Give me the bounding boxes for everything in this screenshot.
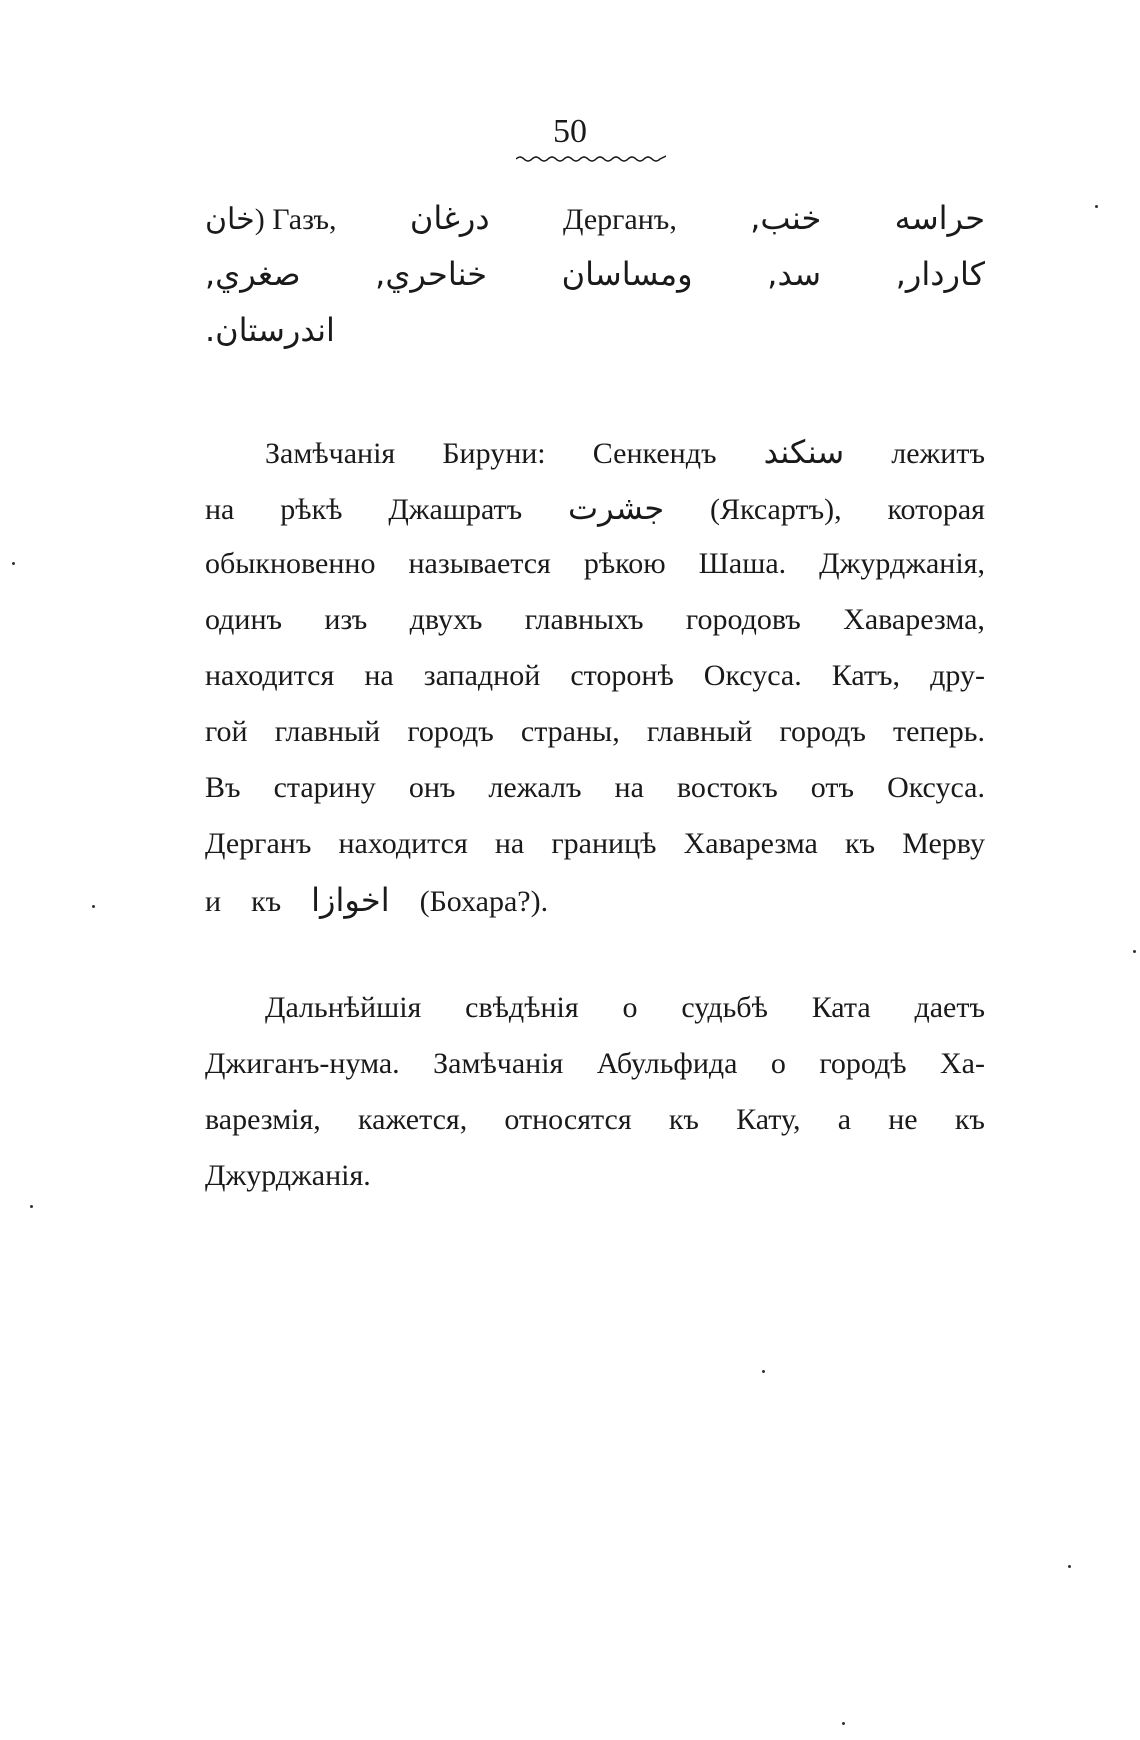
word: Хаварезма [683,827,818,860]
word: Замѣчанія [433,1047,564,1080]
text-line [205,760,985,816]
text-line [205,872,985,928]
text-line [205,1092,985,1148]
word: сторонѣ [570,659,674,692]
word: Джиганъ-нума. [205,1047,400,1080]
scan-speck [12,562,15,565]
text-line [205,302,985,358]
word: Абульфида [596,1047,738,1080]
word: свѣдѣнія [465,991,579,1024]
word: и [205,885,222,918]
word: Бируни: [442,437,546,470]
word: страны, [520,715,620,748]
word: на [494,827,525,860]
word: Дальнѣйшія [265,991,422,1024]
word: востокъ [676,771,778,804]
text-line [205,246,985,302]
word: о [622,991,638,1024]
word: Кату, [736,1103,801,1136]
word: Дерганъ [205,827,312,860]
word: судьбѣ [681,991,768,1024]
word: Джурджанія. [205,1159,371,1192]
scan-speck [1133,950,1136,953]
arabic-word: اخوازا [311,881,390,919]
word: старину [273,771,376,804]
text-line [205,190,985,246]
word: рѣкою [583,547,666,580]
word: даетъ [914,991,985,1024]
text-line [205,1036,985,1092]
word: (Яксартъ), [710,493,842,526]
scan-speck [30,1205,33,1208]
text-line [205,480,985,536]
text-line [205,648,985,704]
word: Шаша. [698,547,787,580]
word: лежалъ [488,771,582,804]
word: называется [408,547,551,580]
text-line [205,424,985,480]
word: къ [954,1103,985,1136]
word: городѣ [819,1047,907,1080]
arabic-word: خنب, [750,199,822,237]
word: изъ [324,603,368,636]
word: городъ [779,715,866,748]
word: кажется, [358,1103,468,1136]
word: Оксуса. [887,771,985,804]
word: городъ [407,715,494,748]
page-number-ornament [516,154,666,164]
scan-speck [842,1722,845,1725]
arabic-word: سنكند [763,433,845,471]
word: Замѣчанія [265,437,396,470]
word: а [837,1103,852,1136]
arabic-word: خناحري, [375,255,487,293]
word: главный [274,715,381,748]
word: лежитъ [891,437,985,470]
page-number: 50 [553,113,587,150]
word: на [364,659,394,692]
word: находится [205,659,335,692]
word: которая [887,493,985,526]
word: западной [423,659,541,692]
word: на [205,493,235,526]
word: Ха- [940,1047,985,1080]
word: Въ [205,771,241,804]
text-line [205,816,985,872]
word: Хаварезма, [843,603,985,636]
word: Джурджанія, [819,547,985,580]
word: главныхъ [524,603,644,636]
word: Джашратъ [388,493,523,526]
word: главный [646,715,753,748]
word: къ [844,827,876,860]
word: Ката [811,991,871,1024]
text-line [205,1148,985,1204]
arabic-word: صغري, [205,255,301,293]
word: къ [668,1103,699,1136]
word: Сенкендъ [592,437,717,470]
word: отъ [810,771,855,804]
arabic-names-block [205,190,985,358]
arabic-word: اندرستان. [205,311,335,349]
arabic-word: ومساسان [561,255,693,293]
arabic-word: كاردار, [895,255,985,293]
arabic-word: حراسه [894,199,985,237]
scan-speck [1095,205,1098,208]
paragraph-biruni [205,424,985,928]
word: къ [251,885,282,918]
word: о [770,1047,786,1080]
arabic-word: درغان [409,199,490,237]
word: варезмія, [205,1103,321,1136]
text-line [205,980,985,1036]
word: (Бохара?). [419,885,549,918]
text-line [205,704,985,760]
word: одинъ [205,603,283,636]
word: не [888,1103,918,1136]
word: онъ [408,771,456,804]
paragraph-djigan-numa [205,980,985,1204]
word: на [614,771,644,804]
text-line [205,536,985,592]
word: خان) Газъ, [205,203,337,236]
word: двухъ [409,603,483,636]
word: дру- [930,659,985,692]
arabic-word: جشرت [568,489,665,527]
word: относятся [504,1103,632,1136]
scan-speck [1068,1565,1071,1568]
word: находится [338,827,468,860]
word: рѣкѣ [280,493,343,526]
text-line [205,592,985,648]
scan-speck [92,905,95,908]
word: Оксуса. [703,659,802,692]
scan-speck [762,1370,765,1373]
arabic-word: سد, [767,255,822,293]
word: гой [205,715,248,748]
word: городовъ [685,603,801,636]
word: обыкновенно [205,547,376,580]
word: Катъ, [831,659,901,692]
word: теперь. [892,715,985,748]
word: границѣ [551,827,657,860]
word: Дерганъ, [562,203,677,236]
word: Мерву [902,827,985,860]
